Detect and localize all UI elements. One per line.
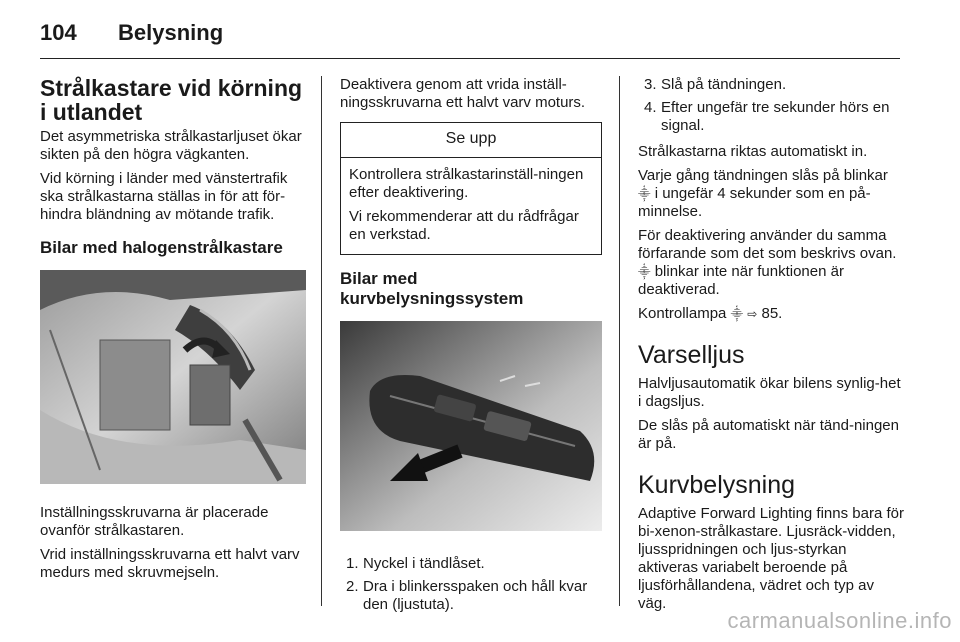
column-divider bbox=[619, 76, 620, 606]
column-1 bbox=[40, 76, 306, 588]
caution-title: Se upp bbox=[341, 123, 601, 158]
chapter-title: Belysning bbox=[118, 20, 224, 45]
paragraph: De slås på automatiskt när tänd-ningen är på. bbox=[638, 417, 899, 452]
subsection-heading: Bilar med kurvbelysningssystem bbox=[340, 269, 524, 308]
headlamp-warning-icon: ⸎ bbox=[638, 265, 651, 279]
paragraph: Deaktivera genom att vrida inställ-ningsskruvarna ett halvt varv moturs. bbox=[340, 76, 586, 111]
headlamp-adjustment-photo bbox=[40, 270, 306, 484]
caution-text: Vi rekommenderar att du rådfrågar en verkstad. bbox=[349, 208, 579, 243]
subsection-heading: Bilar med halogenstrålkastare bbox=[40, 238, 283, 257]
list-item: 2. Dra i blinkersspaken och håll kvar den (ljustuta). bbox=[346, 578, 588, 613]
paragraph: Det asymmetriska strålkastarljuset ökar sikten på den högra vägkanten. bbox=[40, 128, 302, 163]
turn-signal-lever-photo bbox=[340, 321, 602, 531]
list-item: 3. Slå på tändningen. bbox=[644, 76, 787, 93]
caution-box bbox=[340, 122, 602, 255]
section-heading: Strålkastare vid körning i utlandet bbox=[40, 75, 303, 125]
column-3 bbox=[638, 76, 904, 619]
list-item: 1. Nyckel i tändlåset. bbox=[346, 555, 485, 572]
section-heading: Kurvbelysning bbox=[638, 471, 796, 499]
instruction-list bbox=[340, 555, 602, 614]
page-reference-icon: ⇨ bbox=[747, 307, 758, 321]
headlamp-warning-icon: ⸎ bbox=[730, 307, 744, 321]
paragraph: Halvljusautomatik ökar bilens synlig-het i dagsljus. bbox=[638, 375, 901, 410]
paragraph: Vid körning i länder med vänstertrafik ska strålkastarna ställas in för att för-hindra bländning av mötande trafik. bbox=[40, 170, 288, 223]
paragraph: Adaptive Forward Lighting finns bara för bi-xenon-strålkastare. Ljusräck-vidden, ljusspridningen och ljus-styrkan aktiveras variabelt beroende på ljusförhållandena, vädret och typ av väg. bbox=[638, 505, 904, 612]
column-divider bbox=[321, 76, 322, 606]
section-heading: Varselljus bbox=[638, 341, 745, 369]
column-2 bbox=[340, 76, 602, 622]
paragraph: Vrid inställningsskruvarna ett halvt varv medurs med skruvmejseln. bbox=[40, 546, 300, 581]
headlamp-warning-icon: ⸎ bbox=[638, 187, 651, 201]
paragraph: Kontrollampa ⸎ ⇨ 85. bbox=[638, 305, 783, 322]
caution-text: Kontrollera strålkastarinställ-ningen efter deaktivering. bbox=[349, 166, 584, 201]
paragraph: Varje gång tändningen slås på blinkar ⸎ i ungefär 4 sekunder som en på-minnelse. bbox=[638, 167, 888, 220]
paragraph: Strålkastarna riktas automatiskt in. bbox=[638, 143, 868, 160]
watermark: carmanualsonline.info bbox=[727, 608, 952, 633]
instruction-list bbox=[638, 76, 904, 135]
list-item: 4. Efter ungefär tre sekunder hörs en signal. bbox=[644, 99, 890, 134]
paragraph: Inställningsskruvarna är placerade ovanför strålkastaren. bbox=[40, 504, 269, 539]
page-number: 104 bbox=[40, 20, 77, 45]
page-header bbox=[40, 18, 900, 59]
paragraph: För deaktivering använder du samma förfarande som det som beskrivs ovan. ⸎ blinkar inte när funktionen är deaktiverad. bbox=[638, 227, 897, 298]
